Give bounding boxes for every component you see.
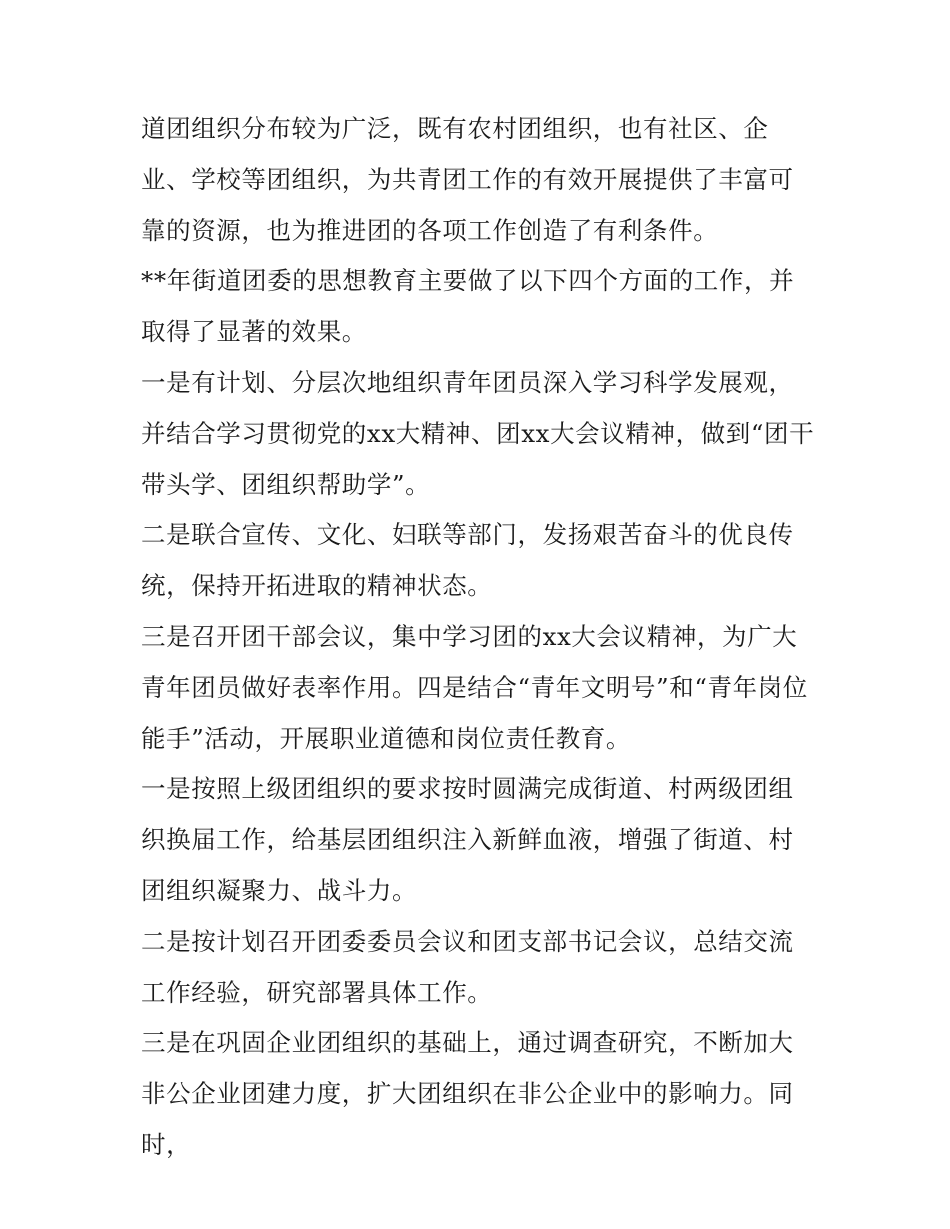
paragraph-7: 二是按计划召开团委委员会议和团支部书记会议，总结交流工作经验，研究部署具体工作。 bbox=[141, 926, 794, 1007]
paragraph-3: 一是有计划、分层次地组织青年团员深入学习科学发展观，并结合学习贯彻党的xx大精神、团xx大会议精神，做到“团干带头学、团组织帮助学”。 bbox=[141, 367, 815, 499]
paragraph-1: 道团组织分布较为广泛，既有农村团组织，也有社区、企业、学校等团组织，为共青团工作的有效开展提供了丰富可靠的资源，也为推进团的各项工作创造了有利条件。 bbox=[141, 114, 794, 245]
paragraph-6: 一是按照上级团组织的要求按时圆满完成街道、村两级团组织换届工作，给基层团组织注入新鲜血液，增强了街道、村团组织凝聚力、战斗力。 bbox=[141, 774, 794, 905]
document-body bbox=[141, 104, 817, 1171]
paragraph-8: 三是在巩固企业团组织的基础上，通过调查研究，不断加大非公企业团建力度，扩大团组织在非公企业中的影响力。同时， bbox=[141, 1028, 794, 1159]
paragraph-5: 三是召开团干部会议，集中学习团的xx大会议精神，为广大青年团员做好表率作用。四是结合“青年文明号”和“青年岗位能手”活动，开展职业道德和岗位责任教育。 bbox=[141, 621, 808, 753]
paragraph-2: **年街道团委的思想教育主要做了以下四个方面的工作，并取得了显著的效果。 bbox=[141, 266, 795, 347]
paragraph-4: 二是联合宣传、文化、妇联等部门，发扬艰苦奋斗的优良传统，保持开拓进取的精神状态。 bbox=[141, 520, 794, 601]
